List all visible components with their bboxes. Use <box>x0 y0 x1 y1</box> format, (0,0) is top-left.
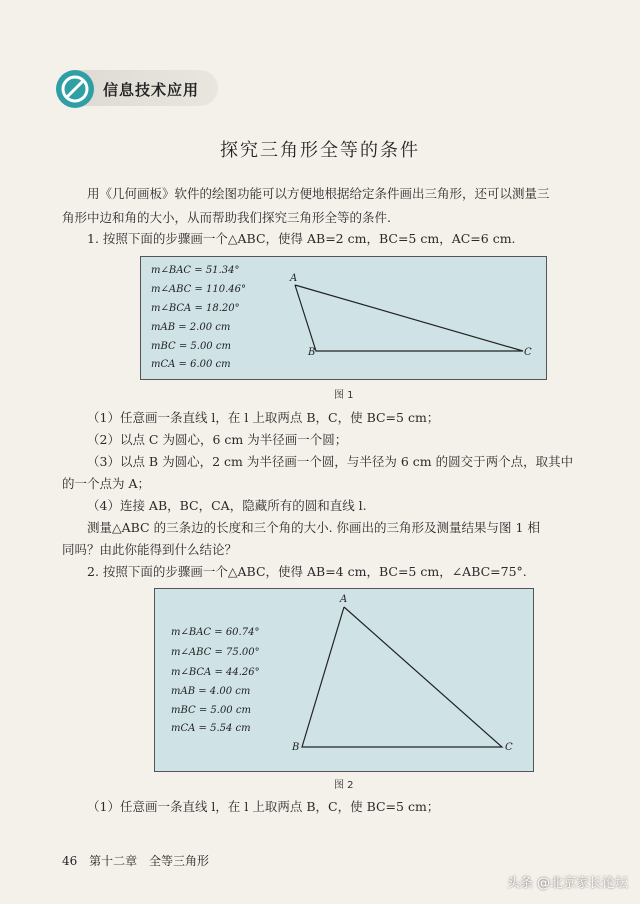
measure-angle-abc: m∠ABC = 110.46° <box>151 284 246 295</box>
figure-1-caption: 图 1 <box>334 390 354 401</box>
vertex-c-label: C <box>524 347 532 358</box>
vertex-a-label: A <box>290 273 298 284</box>
figure-2 <box>154 588 534 772</box>
measure-angle-abc: m∠ABC = 75.00° <box>171 647 260 658</box>
chapter-title: 全等三角形 <box>148 854 209 868</box>
step-1-3-cont: 的一个点为 A； <box>62 476 151 491</box>
measure-side-ab: mAB = 2.00 cm <box>151 322 231 333</box>
intro-line-2: 角形中边和角的大小，从而帮助我们探究三角形全等的条件. <box>62 210 391 225</box>
measure-angle-bca: m∠BCA = 44.26° <box>171 667 260 678</box>
step-2-1: （1）任意画一条直线 l，在 l 上取两点 B，C，使 BC=5 cm； <box>87 799 440 814</box>
question-1-line-2: 同吗？由此你能得到什么结论？ <box>62 542 238 557</box>
measure-side-ab: mAB = 4.00 cm <box>171 686 251 697</box>
step-1-1: （1）任意画一条直线 l，在 l 上取两点 B，C，使 BC=5 cm； <box>87 410 440 425</box>
question-1-line-1: 测量△ABC 的三条边的长度和三个角的大小. 你画出的三角形及测量结果与图 1 相 <box>87 520 540 535</box>
vertex-b-label: B <box>308 347 316 358</box>
step-2-heading: 2. 按照下面的步骤画一个△ABC，使得 AB=4 cm，BC=5 cm，∠ABC=75°. <box>87 564 527 579</box>
chapter-number: 第十二章 <box>89 854 138 868</box>
triangle-2 <box>155 589 533 771</box>
figure-2-caption: 图 2 <box>334 780 354 791</box>
vertex-b-label: B <box>292 742 300 753</box>
vertex-a-label: A <box>340 594 348 605</box>
measure-angle-bca: m∠BCA = 18.20° <box>151 303 240 314</box>
intro-line-1: 用《几何画板》软件的绘图功能可以方便地根据给定条件画出三角形，还可以测量三 <box>87 186 550 201</box>
measure-side-ca: mCA = 6.00 cm <box>151 359 231 370</box>
info-tech-logo-icon <box>56 70 94 108</box>
watermark: 头条 @北京家长论坛 <box>506 876 628 891</box>
page-title: 探究三角形全等的条件 <box>220 140 420 161</box>
step-1-heading: 1. 按照下面的步骤画一个△ABC，使得 AB=2 cm，BC=5 cm，AC=6 cm. <box>87 231 516 246</box>
step-1-2: （2）以点 C 为圆心，6 cm 为半径画一个圆； <box>87 432 348 447</box>
step-1-3: （3）以点 B 为圆心，2 cm 为半径画一个圆，与半径为 6 cm 的圆交于两个点，取其中 <box>87 454 574 469</box>
step-1-4: （4）连接 AB，BC，CA，隐藏所有的圆和直线 l. <box>87 498 367 513</box>
measure-angle-bac: m∠BAC = 51.34° <box>151 265 240 276</box>
page-footer <box>62 852 209 869</box>
measure-side-ca: mCA = 5.54 cm <box>171 723 251 734</box>
figure-1 <box>140 256 547 380</box>
measure-side-bc: mBC = 5.00 cm <box>171 705 251 716</box>
vertex-c-label: C <box>505 742 513 753</box>
measure-side-bc: mBC = 5.00 cm <box>151 341 231 352</box>
page-number: 46 <box>62 854 78 868</box>
measure-angle-bac: m∠BAC = 60.74° <box>171 627 260 638</box>
section-title: 信息技术应用 <box>103 81 200 99</box>
